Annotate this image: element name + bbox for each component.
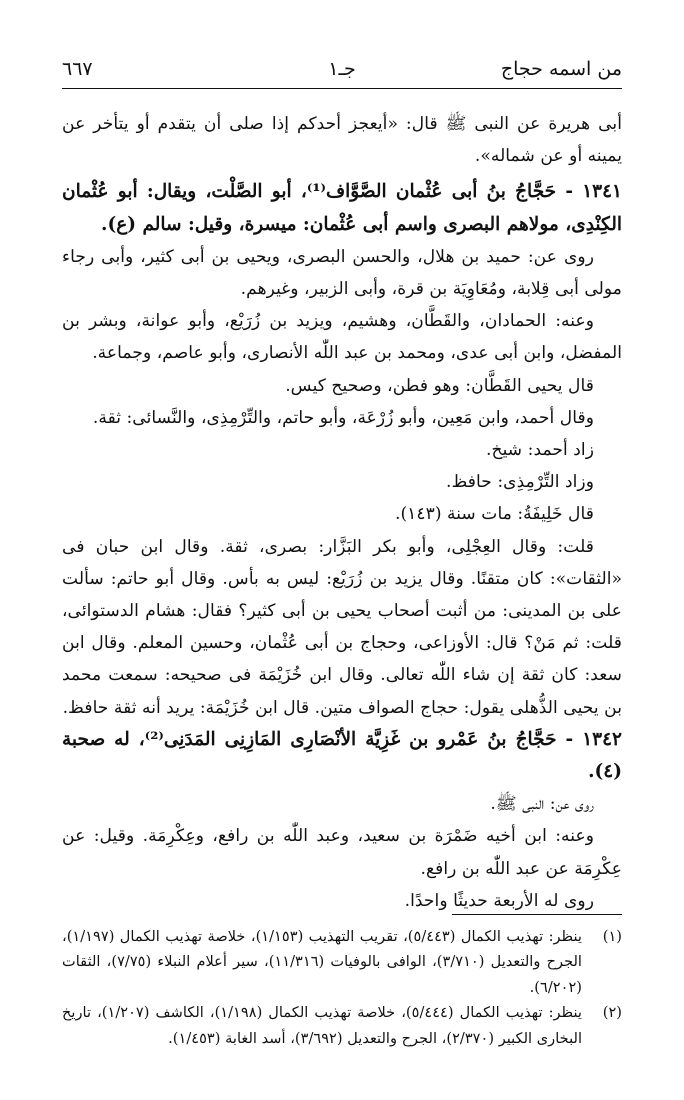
narrators-from-him-2: وعنه: ابن أخيه ضَمْرَة بن سعيد، وعبد اللّٰه بن رافع، وعِكْرِمَة. وقيل: عن عِكْرِمَة عن عبد اللّٰه بن رافع. <box>62 826 622 879</box>
footnote-number: (٢) <box>602 1004 622 1022</box>
volume-label: جـ١ <box>328 58 356 80</box>
page-header <box>62 58 622 89</box>
author-comment: قلت: وقال العِجْلِى، وأبو بكر البَزَّار: بصرى، ثقة. وقال ابن حبان فى «الثقات»: كان متقنًا. وقال يزيد بن زُرَيْع: ليس به بأس. وقال أبو حاتم: سألت على بن المدينى: من أثبت أصحاب يحيى بن أبى كثير؟ فقال: هشام الدستوائى، قلت: ثم مَنْ؟ قال: الأوزاعى، وحجاج بن أبى عُثْمان، وحسين المعلم. وقال ابن سعد: كان ثقة إن شاء اللّٰه تعالى. وقال ابن خُزَيْمَة فى صحيحه: سمعت محمد بن يحيى الذُّهلى يقول: حجاج الصواف متين. قال ابن خُزَيْمَة: يريد أنه ثقة حافظ. <box>62 536 622 718</box>
page-number: ٦٦٧ <box>62 58 93 80</box>
entry-heading-1341: ١٣٤١ - حَجَّاجُ بنُ أبى عُثْمان الصَّوَّاف⁽¹⁾، أبو الصَّلْت، ويقال: أبو عُثْمان الكِنْدِى، مولاهم البصرى واسم أبى عُثْمان: ميسرة، وقيل: سالم (ع). <box>62 181 622 235</box>
footnote-2 <box>62 1000 622 1051</box>
footnote-text: ينظر: تهذيب الكمال (٥/٤٤٣)، تقريب التهذيب (١/١٥٣)، خلاصة تهذيب الكمال (١/١٩٧)، الجرح والتعديل (٣/٧١٠)، الوافى بالوفيات (١١/٣١٦)، سير أعلام النبلاء (٧/٧٥)، الثقات (٦/٢٠٢). <box>62 928 582 996</box>
death-date: قال خَلِيفَةُ: مات سنة (١٤٣). <box>394 504 594 525</box>
hadith-count: روى له الأربعة حديثًا واحدًا. <box>404 890 594 911</box>
narrated-from: روى عن: حميد بن هلال، والحسن البصرى، ويحيى بن أبى كثير، وأبى رجاء مولى أبى قِلابة، ومُعَاوِيَة بن قرة، وأبى الزبير، وغيرهم. <box>62 246 622 300</box>
hadith-continuation: أبى هريرة عن النبى ﷺ قال: «أيعجز أحدكم إذا صلى أن يتقدم أو يتأخر عن يمينه أو عن شماله». <box>62 114 622 167</box>
tirmidhi-addition: وزاد التِّرْمِذِى: حافظ. <box>446 472 594 493</box>
grading-statement: وقال أحمد، وابن مَعِين، وأبو زُرْعَة، وأبو حاتم، والتِّرْمِذِى، والنَّسائى: ثقة. <box>92 407 594 428</box>
narrators-from-him: وعنه: الحمادان، والقَطَّان، وهشيم، ويزيد بن زُرَيْع، وأبو عوانة، وبشر بن المفضل، وابن أبى عدى، ومحمد بن عبد اللّٰه الأنصارى، وأبو عاصم، وجماعة. <box>62 311 622 364</box>
footnotes <box>62 924 622 1051</box>
ahmad-addition: زاد أحمد: شيخ. <box>486 440 594 461</box>
footnote-text: ينظر: تهذيب الكمال (٥/٤٤٤)، خلاصة تهذيب الكمال (١/١٩٨)، الكاشف (١/٢٠٧)، تاريخ البخارى الكبير (٢/٣٧٠)، الجرح والتعديل (٣/٦٩٢)، أسد الغابة (١/٤٥٣). <box>62 1004 582 1047</box>
main-text <box>62 108 622 917</box>
narrated-from-2: روى عن: النبى ﷺ. <box>490 794 594 815</box>
footnote-separator <box>452 914 622 915</box>
entry-heading-1342: ١٣٤٢ - حَجَّاجُ بنُ عَمْرو بن غَزِيَّة الأنْصَارِى المَازِنِى المَدَنِى⁽²⁾، له صحبة (٤). <box>62 728 622 783</box>
footnote-1 <box>62 924 622 1000</box>
qattan-statement: قال يحيى القَطَّان: وهو فطن، وصحيح كيس. <box>285 375 594 396</box>
chapter-title: من اسمه حجاج <box>500 58 622 80</box>
footnote-number: (١) <box>602 928 622 945</box>
